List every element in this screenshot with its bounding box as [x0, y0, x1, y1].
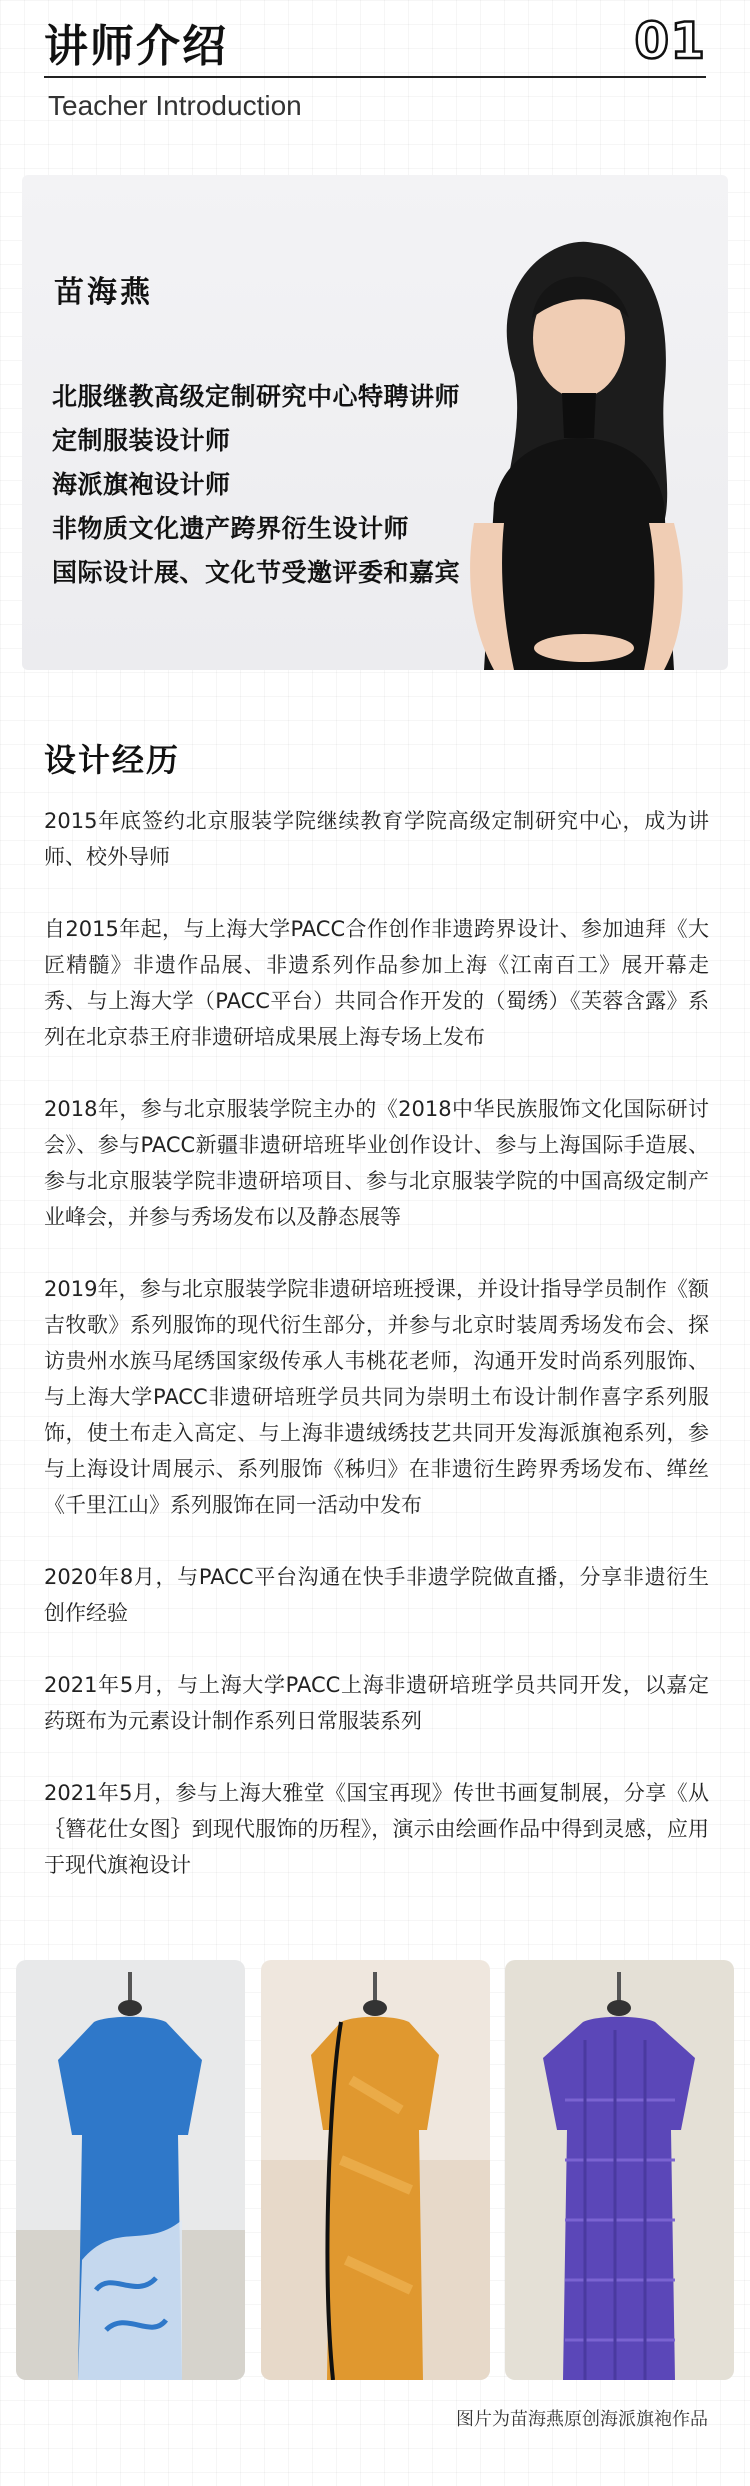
experience-heading: 设计经历 [44, 741, 181, 779]
gallery-photo-gold-qipao [261, 1960, 490, 2380]
teacher-title-item: 非物质文化遗产跨界衍生设计师 [52, 514, 410, 543]
qipao-gallery [16, 1960, 734, 2380]
experience-list [44, 803, 709, 1919]
experience-paragraph: 2015年底签约北京服装学院继续教育学院高级定制研究中心，成为讲师、校外导师 [44, 809, 709, 869]
section-number: 01 [634, 12, 706, 70]
gallery-photo-blue-qipao [16, 1960, 245, 2380]
experience-paragraph: 自2015年起，与上海大学PACC合作创作非遗跨界设计、参加迪拜《大匠精髓》非遗作品展、非遗系列作品参加上海《江南百工》展开幕走秀、与上海大学（PACC平台）共同合作开发的（蜀绣）《芙蓉含露》系列在北京恭王府非遗研培成果展上海专场上发布 [44, 917, 709, 1049]
teacher-name: 苗海燕 [54, 275, 153, 310]
experience-paragraph: 2021年5月，参与上海大雅堂《国宝再现》传世书画复制展，分享《从｛簪花仕女图｝到现代服饰的历程》，演示由绘画作品中得到灵感，应用于现代旗袍设计 [44, 1781, 709, 1877]
teacher-title-item: 北服继教高级定制研究中心特聘讲师 [52, 382, 461, 411]
teacher-portrait [444, 223, 704, 670]
experience-paragraph: 2018年，参与北京服装学院主办的《2018中华民族服饰文化国际研讨会》、参与PACC新疆非遗研培班毕业创作设计、参与上海国际手造展、参与北京服装学院非遗研培项目、参与北京服装学院的中国高级定制产业峰会，并参与秀场发布以及静态展等 [44, 1097, 709, 1229]
header-divider [44, 76, 706, 78]
gallery-caption: 图片为苗海燕原创海派旗袍作品 [456, 2409, 708, 2430]
teacher-titles [52, 375, 460, 595]
experience-paragraph: 2019年，参与北京服装学院非遗研培班授课，并设计指导学员制作《额吉牧歌》系列服饰的现代衍生部分，并参与北京时装周秀场发布会、探访贵州水族马尾绣国家级传承人韦桃花老师，沟通开发时尚系列服饰、与上海大学PACC非遗研培班学员共同为崇明土布设计制作喜字系列服饰，使土布走入高定、与上海非遗绒绣技艺共同开发海派旗袍系列，参与上海设计周展示、系列服饰《秭归》在非遗衍生跨界秀场发布、缂丝《千里江山》系列服饰在同一活动中发布 [44, 1277, 709, 1517]
experience-paragraph: 2020年8月，与PACC平台沟通在快手非遗学院做直播，分享非遗衍生创作经验 [44, 1565, 709, 1625]
experience-paragraph: 2021年5月，与上海大学PACC上海非遗研培班学员共同开发，以嘉定药斑布为元素设计制作系列日常服装系列 [44, 1673, 709, 1733]
teacher-title-item: 海派旗袍设计师 [52, 470, 231, 499]
section-header [44, 10, 706, 120]
gallery-photo-purple-qipao [505, 1960, 734, 2380]
profile-card [22, 175, 728, 670]
teacher-title-item: 定制服装设计师 [52, 426, 231, 455]
teacher-title-item: 国际设计展、文化节受邀评委和嘉宾 [52, 558, 461, 587]
section-title-en: Teacher Introduction [48, 90, 302, 121]
section-title-cn: 讲师介绍 [44, 21, 228, 72]
